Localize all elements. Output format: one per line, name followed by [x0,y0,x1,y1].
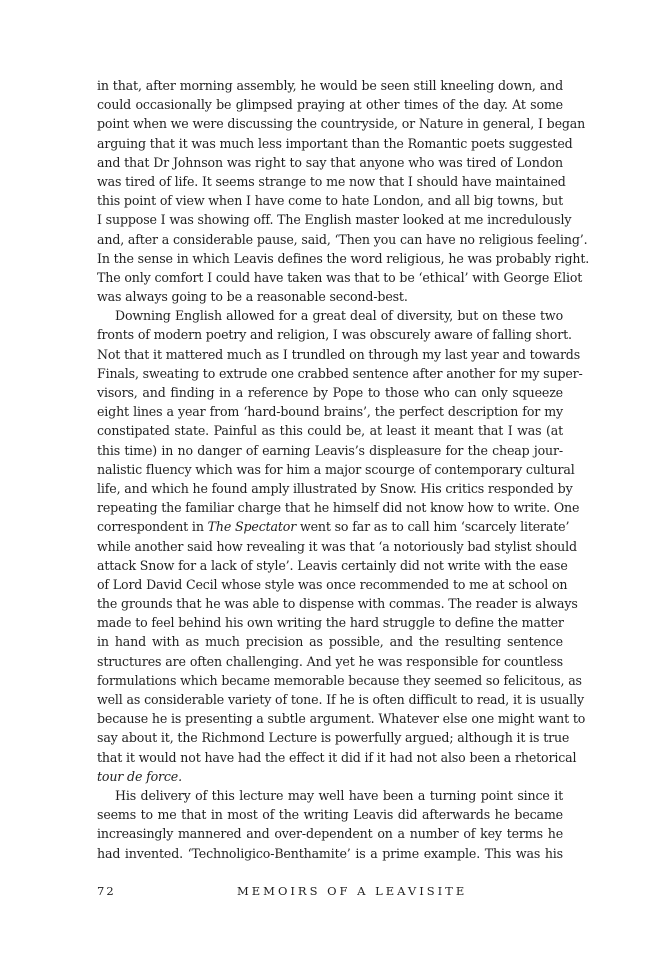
text-line: the grounds that he was able to dispense with commas. The reader is always [97,596,578,612]
text-line: was always going to be a reasonable second-best. [97,289,408,305]
text-line [97,517,570,536]
page-footer [97,884,563,902]
text-line: formulations which became memorable because they seemed so felicitous, as [97,672,582,688]
text-line: well as considerable variety of tone. If he is often difficult to read, it is usually [97,692,585,707]
text-line: say about it, the Richmond Lecture is powerfully argued; although it is true [97,730,570,746]
text-line: structures are often challenging. And yet he was responsible for countless [97,653,563,669]
text-line: The only comfort I could have taken was that to be ‘ethical’ with George Eliot [97,269,583,285]
text-fragment: correspondent in [97,519,208,535]
text-line: increasingly mannered and over-dependent on a number of key terms he [97,826,563,842]
text-line: while another said how revealing it was that ‘a notoriously bad stylist should [97,538,577,554]
italic-phrase: tour de force. [97,768,182,784]
text-line: constipated state. Painful as this could be, at least it meant that I was (at [97,423,563,439]
text-line: repeating the familiar charge that he himself did not know how to write. One [97,500,580,516]
text-line: and, after a considerable pause, said, ‘Then you can have no religious feeling’. [97,231,588,247]
text-line: fronts of modern poetry and religion, I was obscurely aware of falling short. [97,327,572,343]
text-line: in hand with as much precision as possible, and the resulting sentence [97,634,563,650]
text-line: His delivery of this lecture may well have been a turning point since it [115,787,563,803]
text-line: was tired of life. It seems strange to me now that I should have maintained [97,173,566,189]
text-line: Downing English allowed for a great deal of diversity, but on these two [115,308,563,324]
text-line: in that, after morning assembly, he would be seen still kneeling down, and [97,78,563,93]
text-line: this time) in no danger of earning Leavis’s displeasure for the cheap jour- [97,442,563,458]
text-line: nalistic fluency which was for him a major scourge of contemporary cultural [97,461,575,477]
text-line: attack Snow for a lack of style’. Leavis certainly did not write with the ease [97,557,568,573]
page-number: 72 [97,884,116,898]
text-line: point when we were discussing the countryside, or Nature in general, I began [97,116,586,132]
text-line: seems to me that in most of the writing Leavis did afterwards he became [97,807,563,823]
running-head: MEMOIRS OF A LEAVISITE [237,884,468,898]
text-line: could occasionally be glimpsed praying at other times of the day. At some [97,97,563,113]
text-line: and that Dr Johnson was right to say that anyone who was tired of London [97,154,563,170]
text-line: that it would not have had the effect it did if it had not also been a rhetorical [97,749,577,765]
text-line: In the sense in which Leavis defines the word religious, he was probably right. [97,250,590,266]
text-line: of Lord David Cecil whose style was once recommended to me at school on [97,576,568,592]
body-text [97,76,590,863]
text-line [97,767,563,786]
text-fragment: went so far as to call him ‘scarcely literate’ [296,519,570,535]
italic-title: The Spectator [207,519,297,535]
text-line: visors, and finding in a reference by Pope to those who can only squeeze [97,385,563,400]
text-line: had invented. ‘Technoligico-Benthamite’ is a prime example. This was his [97,845,563,861]
text-line: Finals, sweating to extrude one crabbed sentence after another for my super- [97,365,583,381]
text-line: Not that it mattered much as I trundled on through my last year and towards [97,346,581,362]
text-line: life, and which he found amply illustrated by Snow. His critics responded by [97,480,573,496]
text-line: arguing that it was much less important than the Romantic poets suggested [97,135,573,151]
text-line: made to feel behind his own writing the hard struggle to define the matter [97,615,564,631]
text-line: this point of view when I have come to hate London, and all big towns, but [97,193,563,209]
text-line: because he is presenting a subtle argument. Whatever else one might want to [97,711,586,727]
text-line: eight lines a year from ‘hard-bound brains’, the perfect description for my [97,404,563,420]
text-line: I suppose I was showing off. The English master looked at me incredulously [97,212,572,228]
